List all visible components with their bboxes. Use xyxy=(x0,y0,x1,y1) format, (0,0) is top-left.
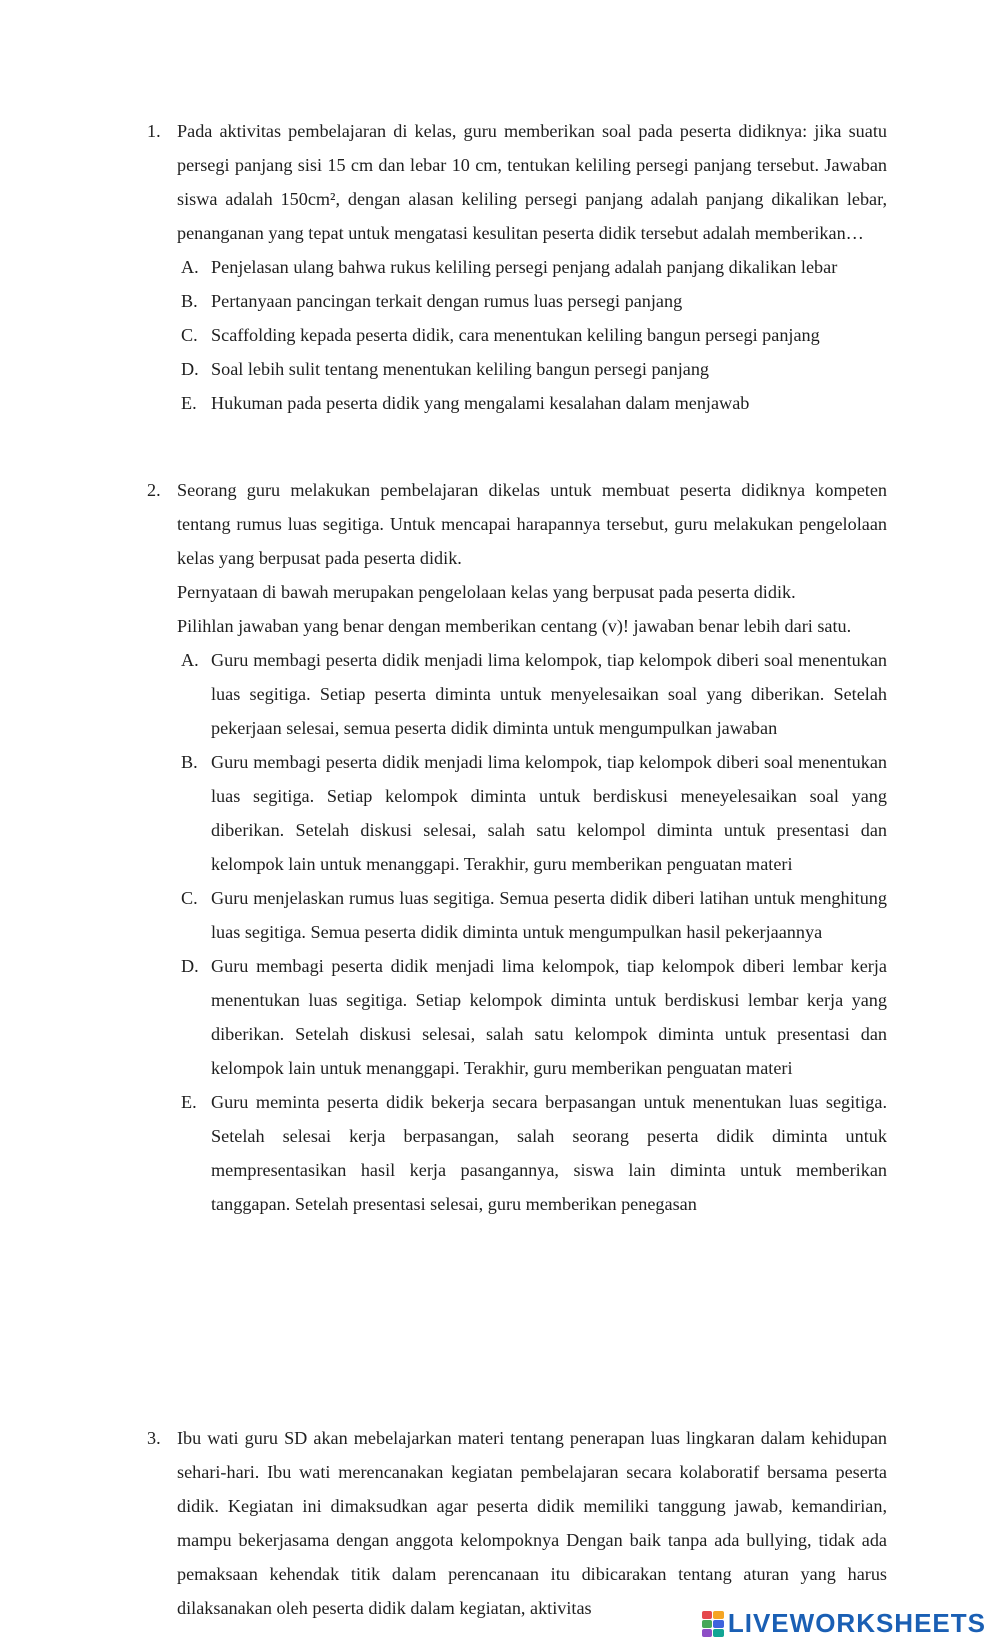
question-2 xyxy=(147,473,887,1221)
option-e[interactable] xyxy=(177,1085,887,1221)
option-d[interactable] xyxy=(177,949,887,1085)
option-list xyxy=(177,643,887,1221)
option-b[interactable] xyxy=(177,745,887,881)
liveworksheets-logo-icon xyxy=(702,1611,724,1637)
option-text: Guru meminta peserta didik bekerja secara berpasangan untuk menentukan luas segitiga. Setelah selesai kerja berpasangan, salah seorang peserta didik diminta untuk mempresentasikan hasil kerja pasangannya, siswa lain diminta untuk memberikan tanggapan. Setelah presentasi selesai, guru memberikan penegasan xyxy=(211,1092,887,1214)
liveworksheets-logo[interactable] xyxy=(698,1606,990,1641)
option-letter: E. xyxy=(181,1092,197,1112)
question-instruction: Pilihlan jawaban yang benar dengan memberikan centang (v)! jawaban benar lebih dari satu. xyxy=(177,616,852,636)
option-text: Soal lebih sulit tentang menentukan keliling bangun persegi panjang xyxy=(211,359,710,379)
option-a[interactable] xyxy=(177,250,887,284)
question-3 xyxy=(147,1421,887,1625)
question-statement: Pernyataan di bawah merupakan pengelolaan kelas yang berpusat pada peserta didik. xyxy=(177,582,796,602)
option-letter: A. xyxy=(181,650,199,670)
question-body xyxy=(177,473,887,1221)
question-number: 2. xyxy=(147,480,161,500)
question-stem: Pada aktivitas pembelajaran di kelas, guru memberikan soal pada peserta didiknya: jika suatu persegi panjang sisi 15 cm dan lebar 10 cm, tentukan keliling persegi panjang tersebut. Jawaban siswa adalah 150cm², dengan alasan keliling persegi panjang adalah panjang dikalikan lebar, penanganan yang tepat untuk mengatasi kesulitan peserta didik tersebut adalah memberikan… xyxy=(177,121,887,243)
option-text: Scaffolding kepada peserta didik, cara menentukan keliling bangun persegi panjang xyxy=(211,325,820,345)
option-b[interactable] xyxy=(177,284,887,318)
question-1 xyxy=(147,114,887,420)
liveworksheets-logo-text: LIVEWORKSHEETS xyxy=(727,1608,986,1638)
option-letter: B. xyxy=(181,752,198,772)
option-text: Guru membagi peserta didik menjadi lima kelompok, tiap kelompok diberi lembar kerja menentukan luas segitiga. Setiap kelompok diminta untuk berdiskusi lembar kerja yang diberikan. Setelah diskusi selesai, salah satu kelompok diminta untuk presentasi dan kelompok lain untuk menanggapi. Terakhir, guru memberikan penguatan materi xyxy=(211,956,887,1078)
option-d[interactable] xyxy=(177,352,887,386)
option-letter: C. xyxy=(181,325,198,345)
option-letter: E. xyxy=(181,393,197,413)
question-body xyxy=(177,1421,887,1625)
option-c[interactable] xyxy=(177,318,887,352)
question-stem: Ibu wati guru SD akan mebelajarkan materi tentang penerapan luas lingkaran dalam kehidupan sehari-hari. Ibu wati merencanakan kegiatan pembelajaran secara kolaboratif bersama peserta didik. Kegiatan ini dimaksudkan agar peserta didik memiliki tanggung jawab, kemandirian, mampu bekerjasama dengan anggota kelompoknya Dengan baik tanpa ada bullying, tidak ada pemaksaan kehendak titik dalam perencanaan itu dibicarakan tentang aturan yang harus dilaksanakan oleh peserta didik dalam kegiatan, aktivitas xyxy=(177,1428,887,1618)
option-text: Pertanyaan pancingan terkait dengan rumus luas persegi panjang xyxy=(211,291,683,311)
option-text: Guru membagi peserta didik menjadi lima kelompok, tiap kelompok diberi soal menentukan luas segitiga. Setiap peserta diminta untuk menyelesaikan soal yang diberikan. Setelah pekerjaan selesai, semua peserta didik diminta untuk mengumpulkan jawaban xyxy=(211,650,887,738)
option-text: Hukuman pada peserta didik yang mengalami kesalahan dalam menjawab xyxy=(211,393,750,413)
option-letter: D. xyxy=(181,359,199,379)
option-e[interactable] xyxy=(177,386,887,420)
option-text: Guru menjelaskan rumus luas segitiga. Semua peserta didik diberi latihan untuk menghitung luas segitiga. Semua peserta didik diminta untuk mengumpulkan hasil pekerjaannya xyxy=(211,888,887,942)
option-a[interactable] xyxy=(177,643,887,745)
option-list xyxy=(177,250,887,420)
question-number: 1. xyxy=(147,121,161,141)
option-letter: C. xyxy=(181,888,198,908)
question-stem: Seorang guru melakukan pembelajaran dikelas untuk membuat peserta didiknya kompeten tentang rumus luas segitiga. Untuk mencapai harapannya tersebut, guru melakukan pengelolaan kelas yang berpusat pada peserta didik. xyxy=(177,480,887,568)
option-text: Guru membagi peserta didik menjadi lima kelompok, tiap kelompok diberi soal menentukan luas segitiga. Setiap kelompok diminta untuk berdiskusi meneyelesaikan soal yang diberikan. Setelah diskusi selesai, salah satu kelompol diminta untuk presentasi dan kelompok lain untuk menanggapi. Terakhir, guru memberikan penguatan materi xyxy=(211,752,887,874)
question-body xyxy=(177,114,887,420)
option-c[interactable] xyxy=(177,881,887,949)
option-text: Penjelasan ulang bahwa rukus keliling persegi penjang adalah panjang dikalikan lebar xyxy=(211,257,838,277)
question-number: 3. xyxy=(147,1428,161,1448)
option-letter: A. xyxy=(181,257,199,277)
option-letter: D. xyxy=(181,956,199,976)
option-letter: B. xyxy=(181,291,198,311)
